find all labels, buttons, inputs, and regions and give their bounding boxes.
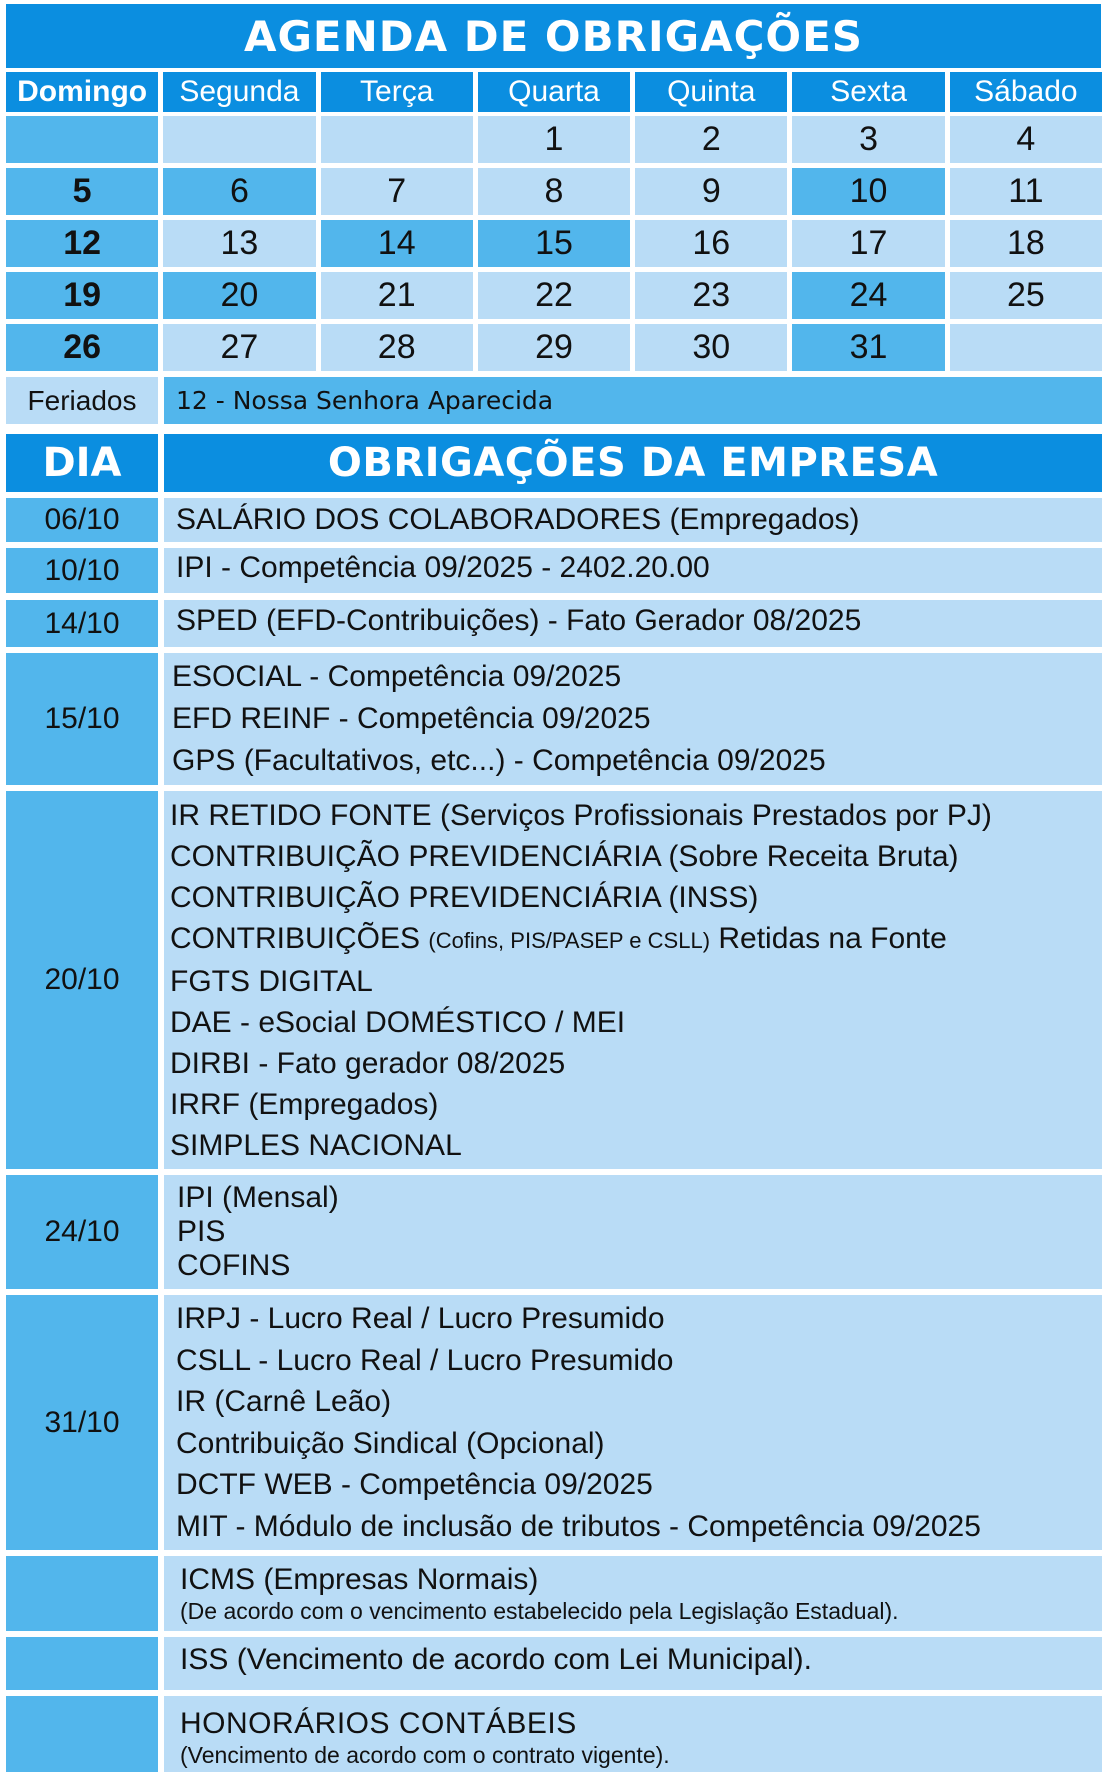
calendar-day xyxy=(163,116,315,163)
weekday-header xyxy=(6,72,1102,112)
obligation-item: IRPJ - Lucro Real / Lucro Presumido xyxy=(176,1302,665,1335)
calendar-day: 4 xyxy=(950,116,1102,163)
obligation-item: DAE - eSocial DOMÉSTICO / MEI xyxy=(170,1005,626,1039)
calendar-day: 12 xyxy=(6,220,158,267)
weekday-tuesday: Terça xyxy=(321,72,473,112)
weekday-thursday: Quinta xyxy=(635,72,787,112)
calendar-day: 21 xyxy=(321,272,473,319)
obligation-item: HONORÁRIOS CONTÁBEIS xyxy=(180,1707,577,1740)
obligation-item: IR (Carnê Leão) xyxy=(176,1385,392,1418)
contrib-detail: (Cofins, PIS/PASEP e CSLL) xyxy=(428,927,711,953)
calendar-day xyxy=(950,324,1102,371)
calendar-day xyxy=(321,116,473,163)
holidays-label: Feriados xyxy=(6,377,158,424)
calendar-day: 3 xyxy=(792,116,944,163)
obligation-row xyxy=(6,1696,1102,1772)
contrib-label: CONTRIBUIÇÕES xyxy=(170,921,421,955)
calendar-grid xyxy=(6,116,1102,371)
obligations-column-header: OBRIGAÇÕES DA EMPRESA xyxy=(164,434,1102,492)
calendar-day: 5 xyxy=(6,168,158,215)
obligation-item: DIRBI - Fato gerador 08/2025 xyxy=(170,1046,566,1080)
obligation-row xyxy=(6,653,1102,785)
obligation-day: 20/10 xyxy=(6,791,158,1169)
calendar-day: 18 xyxy=(950,220,1102,267)
obligation-items xyxy=(164,1637,1102,1690)
calendar-day: 13 xyxy=(163,220,315,267)
calendar-day: 17 xyxy=(792,220,944,267)
calendar-day: 19 xyxy=(6,272,158,319)
obligation-item: IRRF (Empregados) xyxy=(170,1087,439,1121)
obligation-items xyxy=(164,600,1102,647)
obligation-day: 31/10 xyxy=(6,1295,158,1550)
obligation-item: SPED (EFD-Contribuições) - Fato Gerador 08/2025 xyxy=(176,603,862,637)
obligation-items xyxy=(164,498,1102,542)
obligation-item: CONTRIBUIÇÃO PREVIDENCIÁRIA (INSS) xyxy=(170,880,759,914)
obligation-item: IR RETIDO FONTE (Serviços Profissionais Prestados por PJ) xyxy=(170,798,992,832)
obligation-item: GPS (Facultativos, etc...) - Competência 09/2025 xyxy=(172,744,826,777)
day-column-header: DIA xyxy=(6,434,158,492)
weekday-saturday: Sábado xyxy=(950,72,1102,112)
obligation-item xyxy=(170,918,1102,961)
obligations-header xyxy=(6,434,1102,492)
weekday-monday: Segunda xyxy=(163,72,315,112)
calendar-day: 16 xyxy=(635,220,787,267)
holidays-value: 12 - Nossa Senhora Aparecida xyxy=(164,377,1102,424)
calendar-day: 10 xyxy=(792,168,944,215)
weekday-wednesday: Quarta xyxy=(478,72,630,112)
obligation-item: IPI (Mensal) xyxy=(177,1181,339,1214)
obligation-day: 06/10 xyxy=(6,498,158,542)
obligation-item: FGTS DIGITAL xyxy=(170,964,373,998)
calendar-day: 23 xyxy=(635,272,787,319)
obligation-row xyxy=(6,1175,1102,1289)
obligation-item: EFD REINF - Competência 09/2025 xyxy=(172,702,651,735)
page-title: AGENDA DE OBRIGAÇÕES xyxy=(6,4,1101,68)
obligation-item: SIMPLES NACIONAL xyxy=(170,1128,462,1162)
obligation-row xyxy=(6,498,1102,542)
calendar-day: 1 xyxy=(478,116,630,163)
obligation-day: 15/10 xyxy=(6,653,158,785)
calendar-day: 31 xyxy=(792,324,944,371)
weekday-friday: Sexta xyxy=(792,72,944,112)
obligation-item: CSLL - Lucro Real / Lucro Presumido xyxy=(176,1343,674,1377)
obligation-items xyxy=(164,1295,1102,1550)
obligation-day xyxy=(6,1556,158,1631)
calendar-day: 6 xyxy=(163,168,315,215)
obligation-item: DCTF WEB - Competência 09/2025 xyxy=(176,1468,653,1501)
obligation-item: ESOCIAL - Competência 09/2025 xyxy=(172,660,622,693)
calendar-day: 15 xyxy=(478,220,630,267)
obligation-items xyxy=(164,1696,1102,1772)
obligation-item: ICMS (Empresas Normais) xyxy=(180,1562,539,1596)
obligation-items xyxy=(164,791,1102,1169)
contrib-tail: Retidas na Fonte xyxy=(718,921,947,955)
obligation-row xyxy=(6,1556,1102,1631)
calendar-day: 25 xyxy=(950,272,1102,319)
calendar-day: 8 xyxy=(478,168,630,215)
obligation-item: IPI - Competência 09/2025 - 2402.20.00 xyxy=(176,550,710,584)
obligation-items xyxy=(164,1175,1102,1289)
obligation-item: MIT - Módulo de inclusão de tributos - Competência 09/2025 xyxy=(176,1509,981,1543)
calendar-day: 28 xyxy=(321,324,473,371)
calendar-day: 22 xyxy=(478,272,630,319)
obligation-day xyxy=(6,1637,158,1690)
obligation-item: COFINS xyxy=(177,1249,291,1282)
obligation-day xyxy=(6,1696,158,1772)
obligation-day: 10/10 xyxy=(6,548,158,593)
holidays-row xyxy=(6,377,1102,424)
obligation-items xyxy=(164,1556,1102,1631)
obligation-item: PIS xyxy=(177,1215,226,1248)
obligation-item: Contribuição Sindical (Opcional) xyxy=(176,1426,605,1460)
weekday-sunday: Domingo xyxy=(6,72,158,112)
calendar-day: 27 xyxy=(163,324,315,371)
obligation-row xyxy=(6,600,1102,647)
obligation-item: SALÁRIO DOS COLABORADORES (Empregados) xyxy=(176,503,860,536)
obligation-note: (De acordo com o vencimento estabelecido pela Legislação Estadual). xyxy=(180,1597,899,1624)
obligation-note: (Vencimento de acordo com o contrato vigente). xyxy=(180,1742,670,1768)
calendar-day: 2 xyxy=(635,116,787,163)
obligation-day: 14/10 xyxy=(6,600,158,647)
obligation-row xyxy=(6,548,1102,593)
obligation-row xyxy=(6,1637,1102,1690)
calendar-day xyxy=(6,116,158,163)
obligation-day: 24/10 xyxy=(6,1175,158,1289)
obligation-item: ISS (Vencimento de acordo com Lei Municipal). xyxy=(180,1642,812,1676)
calendar-day: 20 xyxy=(163,272,315,319)
obligation-item: CONTRIBUIÇÃO PREVIDENCIÁRIA (Sobre Receita Bruta) xyxy=(170,839,959,873)
obligation-items xyxy=(164,548,1102,593)
calendar-day: 11 xyxy=(950,168,1102,215)
calendar-day: 26 xyxy=(6,324,158,371)
calendar-day: 29 xyxy=(478,324,630,371)
obligation-row xyxy=(6,1295,1102,1550)
obligation-items xyxy=(164,653,1102,785)
obligation-row xyxy=(6,791,1102,1169)
calendar-day: 9 xyxy=(635,168,787,215)
calendar-day: 30 xyxy=(635,324,787,371)
calendar-day: 14 xyxy=(321,220,473,267)
calendar-day: 7 xyxy=(321,168,473,215)
calendar-day: 24 xyxy=(792,272,944,319)
